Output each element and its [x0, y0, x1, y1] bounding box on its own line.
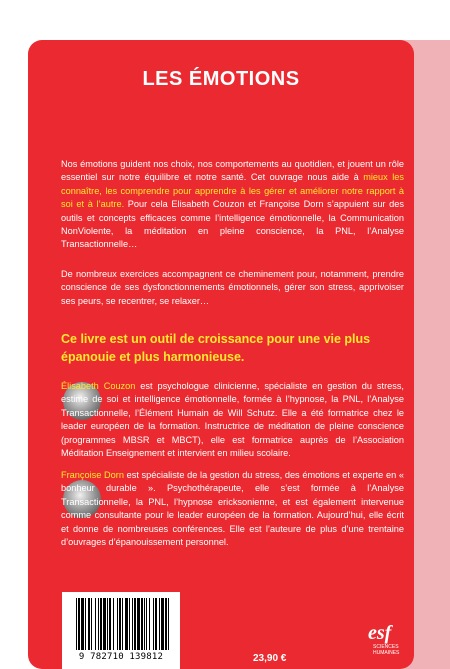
barcode-bar [119, 598, 121, 650]
author-bio-elisabeth [61, 380, 404, 460]
publisher-logo-icon: esf [368, 622, 392, 644]
barcode [62, 592, 180, 669]
price: 23,90 € [253, 653, 287, 664]
barcode-bar [109, 598, 111, 650]
book-title: LES ÉMOTIONS [142, 68, 300, 90]
barcode-bar [85, 598, 86, 650]
barcode-bar [161, 598, 164, 650]
summary-text-a: Nos émotions guident nos choix, nos comportements au quotidien, et jouent un rôle essentiel sur notre équilibre et notre santé. Cet ouvrage nous aide à [61, 159, 404, 183]
publisher-sub-line1: SCIENCES [373, 644, 399, 650]
barcode-bar [159, 598, 160, 650]
barcode-bar [137, 598, 140, 650]
barcode-bar [95, 598, 96, 650]
barcode-bar [98, 598, 99, 650]
author-bio-text-francoise: est spécialiste de la gestion du stress, des émotions et experte en « bonheur durable ». Psychothérapeute, elle s’est formée à l’Analyse Transactionnelle, la PNL, l’hypnose ericksonienne, et est également intervenue comme consultante pour le leader européen de la formation. Aujourd’hui, elle écrit et donne de nombreuses conférences. Elle est l’auteure de plus d’une trentaine d’ouvrages d’épanouissement personnel. [61, 470, 404, 548]
barcode-bar [168, 598, 169, 650]
barcode-bar [122, 598, 123, 650]
barcode-bars-icon [74, 598, 172, 650]
barcode-bar [117, 598, 118, 650]
barcode-bar [125, 598, 128, 650]
publisher-sub-line2: HUMAINES [373, 650, 400, 656]
barcode-bar [113, 598, 114, 650]
barcode-bar [107, 598, 108, 650]
barcode-bar [78, 598, 80, 650]
barcode-bar [100, 598, 102, 650]
author-name-francoise: Françoise Dorn [61, 470, 124, 480]
isbn-number: 9 782710 139812 [78, 652, 164, 662]
barcode-bar [149, 598, 150, 650]
barcode-bar [88, 598, 90, 650]
barcode-bar [155, 598, 157, 650]
barcode-bar [165, 598, 167, 650]
barcode-bar [132, 598, 133, 650]
author-name-elisabeth: Élisabeth Couzon [61, 381, 136, 391]
barcode-bar [81, 598, 84, 650]
summary-highlight: mieux les connaître, les comprendre pour apprendre à les gérer et améliorer notre rapport à soi et à l’autre. [61, 172, 404, 210]
summary-paragraph [61, 158, 404, 252]
author-bio-francoise [61, 469, 404, 549]
exercises-paragraph: De nombreux exercices accompagnent ce cheminement pour, notamment, prendre conscience de ses dysfonctionnements émotionnels, gérer son stress, apprivoiser ses peurs, se recentrer, se relaxer… [61, 269, 404, 306]
publisher-subtitle [373, 644, 400, 656]
tagline: Ce livre est un outil de croissance pour une vie plus épanouie et plus harmonieuse. [61, 332, 371, 364]
barcode-bar [146, 598, 147, 650]
author-bio-text-elisabeth: est psychologue clinicienne, spécialiste en gestion du stress, estime de soi et intelligence émotionnelle, formée à l’hypnose, la PNL, l’Analyse Transactionnelle, l’Élément Humain de Will Schutz. Elle a été formatrice chez le leader européen de la formation. Instructrice de méditation de pleine conscience (programmes MBSR et MBCT), elle est formatrice auprès de l’Association Méditation Enseignement et intervient en milieu scolaire. [61, 381, 404, 459]
barcode-bar [134, 598, 136, 650]
barcode-bar [76, 598, 77, 650]
barcode-bar [153, 598, 154, 650]
summary-text-b: Pour cela Elisabeth Couzon et Françoise Dorn s’appuient sur des outils et concepts efficaces comme l’intelligence émotionnelle, la Communication NonViolente, la méditation en pleine conscience, la PNL, l’Analyse Transactionnelle… [61, 199, 404, 250]
barcode-bar [103, 598, 106, 650]
back-cover [28, 40, 414, 669]
barcode-bar [129, 598, 130, 650]
barcode-bar [144, 598, 145, 650]
barcode-bar [141, 598, 143, 650]
barcode-bar [91, 598, 92, 650]
